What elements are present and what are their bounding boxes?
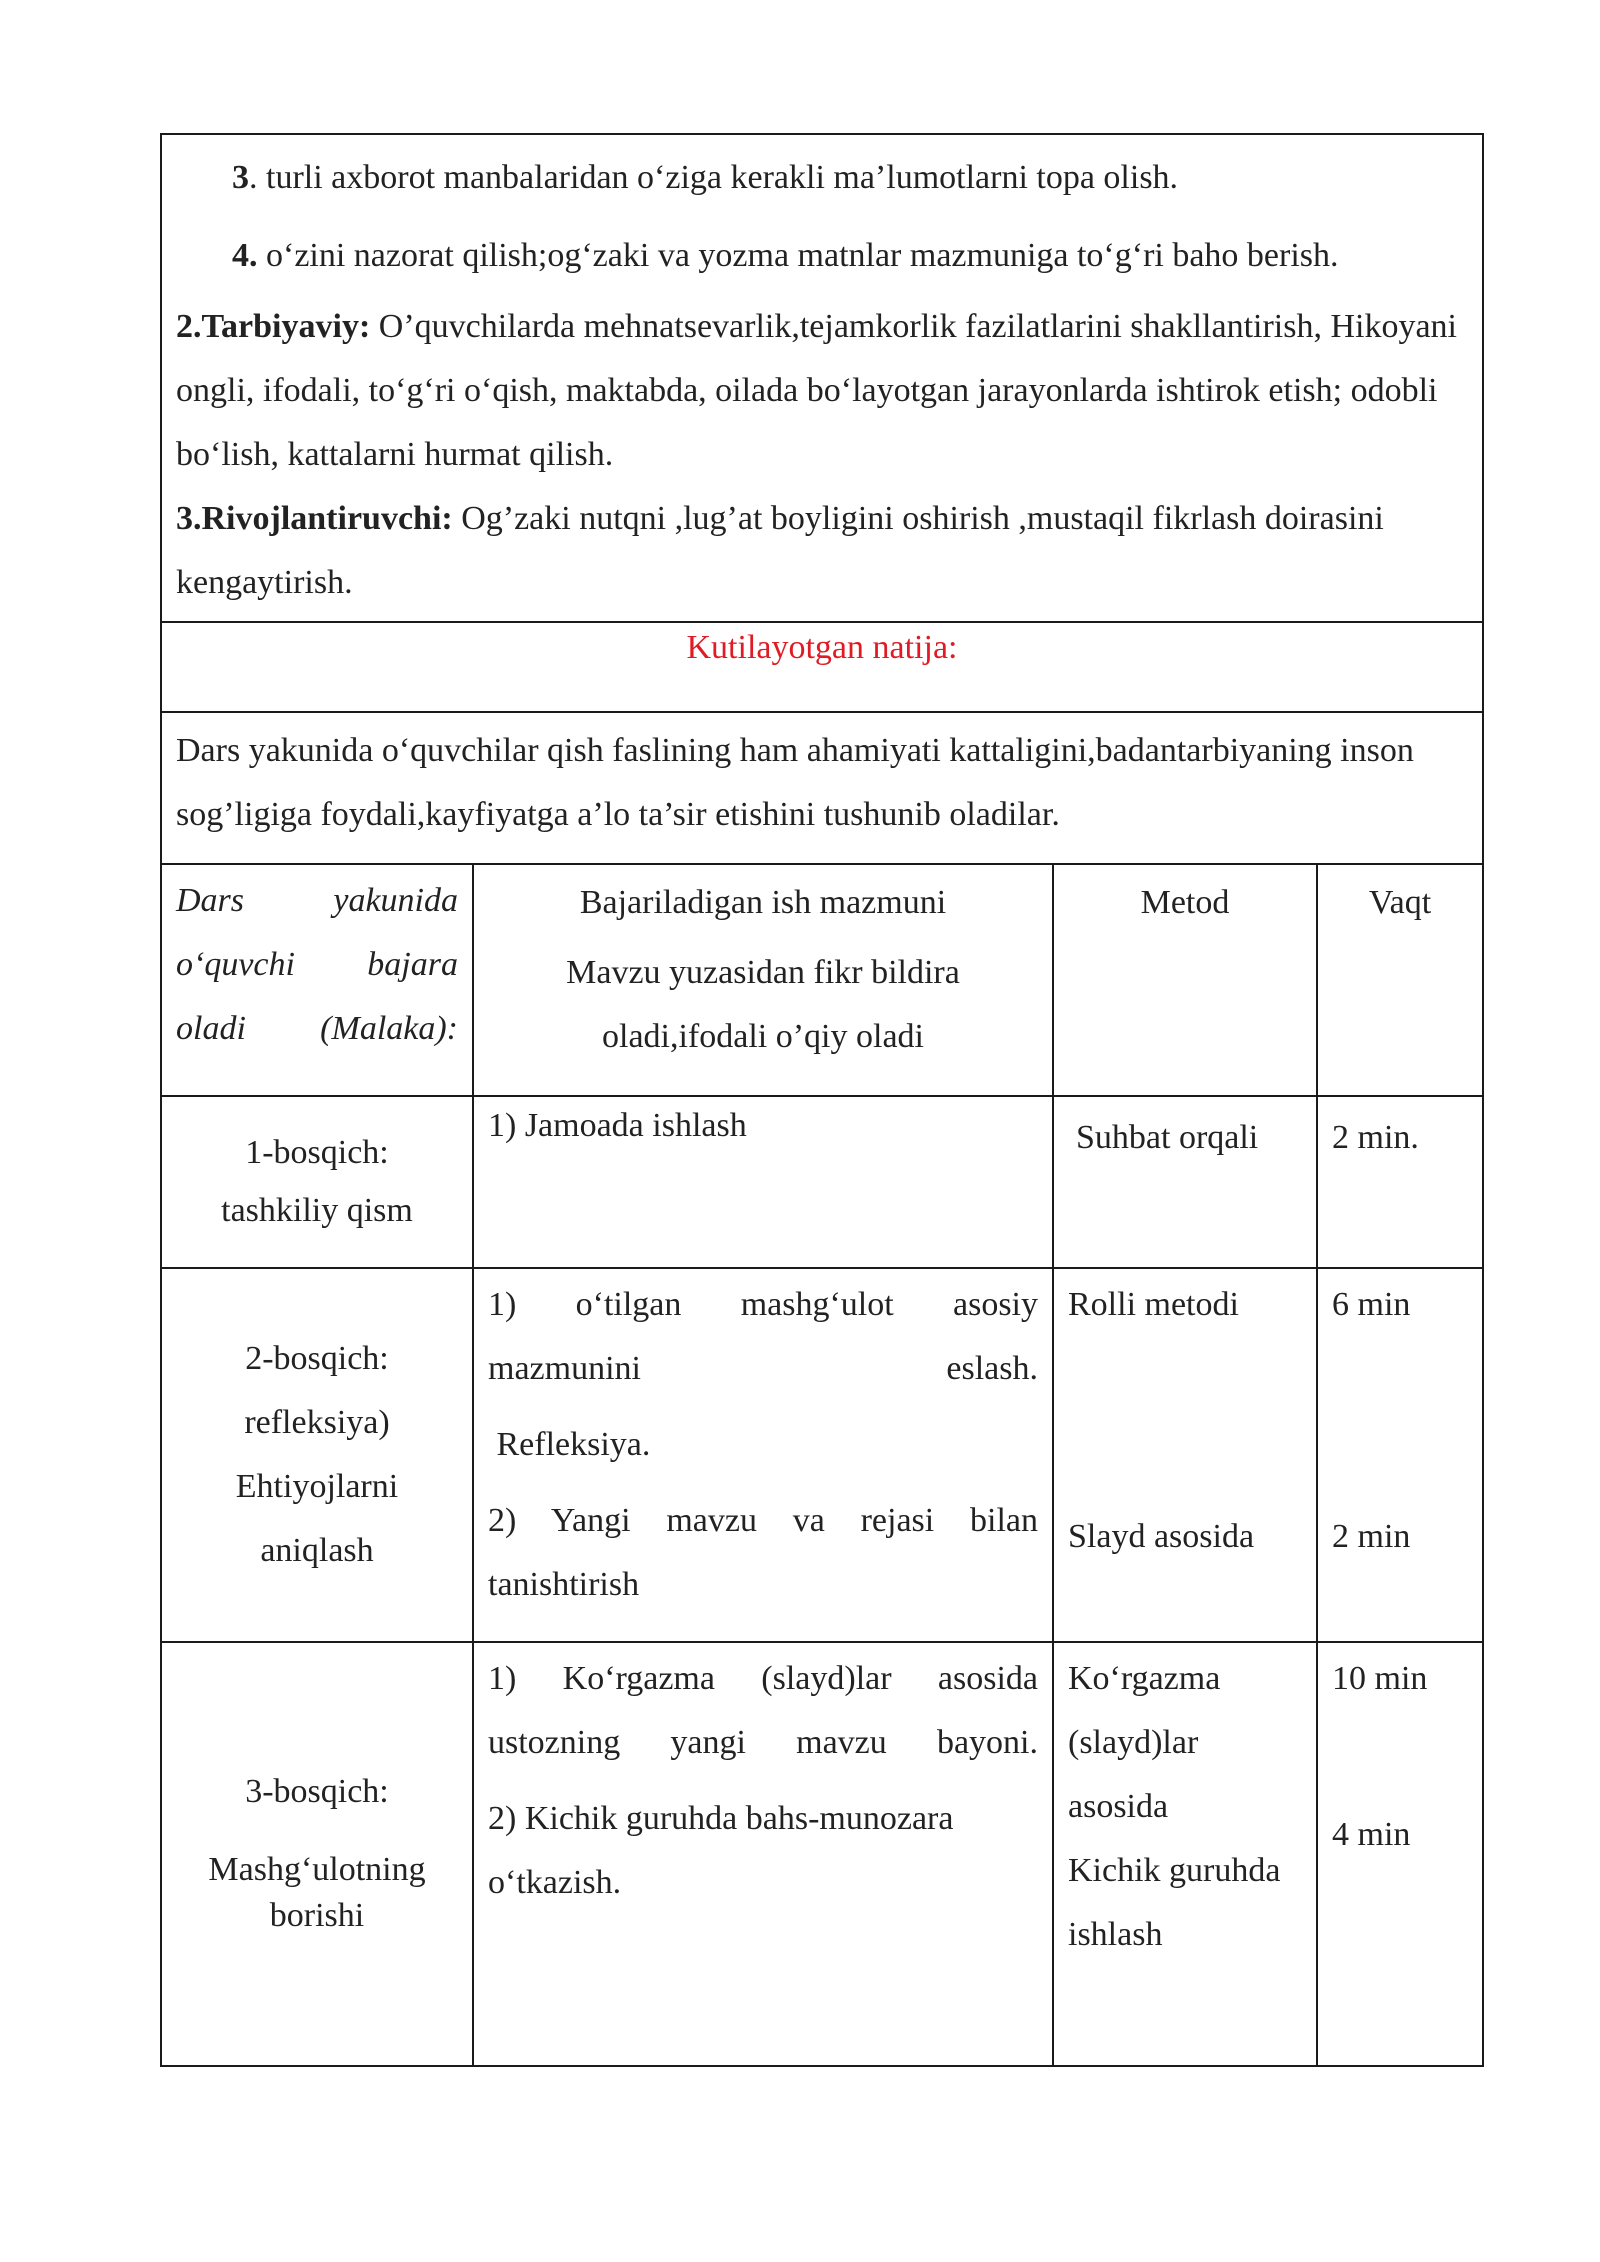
item-number: 4.: [232, 237, 258, 274]
result-heading-row: [161, 622, 1483, 712]
result-heading: Kutilayotgan natija:: [161, 622, 1483, 712]
stage-method-cell: [1053, 1096, 1317, 1268]
header-content-cell: [473, 864, 1053, 1096]
header-content-title: Bajariladigan ish mazmuni: [579, 884, 947, 921]
stage-time: 6 min: [1332, 1286, 1411, 1323]
result-text: Dars yakunida o‘quvchilar qish faslining ham ahamiyati kattaligini,badantarbiyaning inson sog’ligiga foydali,kayfiyatga a’lo ta’sir etishini tushunib oladilar.: [161, 712, 1483, 864]
header-method-title: Metod: [1140, 884, 1230, 921]
stage-content-cell: [473, 1268, 1053, 1642]
stage-name-cell: [161, 1268, 473, 1642]
stage-name-cell: [161, 1642, 473, 2066]
stage-time: 2 min: [1332, 1518, 1411, 1555]
stage-method: Suhbat orqali: [1076, 1119, 1259, 1156]
header-time-cell: [1317, 864, 1483, 1096]
tarbiyaviy-paragraph: 2.Tarbiyaviy: O’quvchilarda mehnatsevarlik,tejamkorlik fazilatlarini shakllantirish, Hikoyani ongli, ifodali, to‘g‘ri o‘qish, maktabda, oilada bo‘layotgan jarayonlarda ishtirok etish; odobli bo‘lish, kattalarni hurmat qilish.: [176, 308, 1458, 473]
lesson-plan-table: [160, 133, 1484, 2067]
stage-method: Slayd asosida: [1068, 1518, 1255, 1555]
header-content-subtitle: Mavzu yuzasidan fikr bildira oladi,ifodali o’qiy oladi: [566, 954, 960, 1055]
result-text-row: [161, 712, 1483, 864]
objective-item-4: 4. o‘zini nazorat qilish;og‘zaki va yozma matnlar mazmuniga to‘g‘ri baho berish.: [232, 237, 1339, 274]
stage-row-2: [161, 1268, 1483, 1642]
header-skill-text: Dars yakunida o‘quvchi bajara oladi (Malaka):: [176, 882, 458, 1047]
objectives-row: [161, 134, 1483, 622]
objective-item-3: 3. turli axborot manbalaridan o‘ziga kerakli ma’lumotlarni topa olish.: [232, 159, 1179, 196]
lesson-plan-page: [160, 133, 1482, 2067]
item-number: 3: [232, 159, 249, 196]
stage-time-cell: [1317, 1096, 1483, 1268]
columns-header-row: [161, 864, 1483, 1096]
stage-time: 10 min: [1332, 1660, 1428, 1697]
rivojlantiruvchi-paragraph: 3.Rivojlantiruvchi: Og’zaki nutqni ,lug’at boyligini oshirish ,mustaqil fikrlash doirasini kengaytirish.: [176, 500, 1384, 601]
stage-content-item: 1) Ko‘rgazma (slayd)lar asosida ustozning yangi mavzu bayoni.: [488, 1660, 1038, 1761]
stage-content-item: 1) o‘tilgan mashg‘ulot asosiy mazmunini eslash.: [488, 1286, 1038, 1387]
stage-content-cell: [473, 1642, 1053, 2066]
stage-method: Rolli metodi: [1068, 1286, 1239, 1323]
stage-name-cell: [161, 1096, 473, 1268]
stage-content-item: 2) Kichik guruhda bahs-munozara o‘tkazish.: [488, 1800, 954, 1901]
stage-subtitle: Mashg‘ulotning borishi: [208, 1851, 426, 1934]
stage-name: 2-bosqich:: [245, 1340, 389, 1377]
stage-subtitle: refleksiya) Ehtiyojlarni aniqlash: [235, 1404, 399, 1569]
header-time-title: Vaqt: [1368, 884, 1432, 921]
stage-time-cell: [1317, 1642, 1483, 2066]
header-skill-cell: [161, 864, 473, 1096]
stage-method-cell: [1053, 1642, 1317, 2066]
stage-content-item: 2) Yangi mavzu va rejasi bilan tanishtirish: [488, 1502, 1038, 1603]
stage-method: Ko‘rgazma (slayd)lar asosida: [1068, 1660, 1221, 1825]
stage-time-cell: [1317, 1268, 1483, 1642]
stage-content-item: 1) Jamoada ishlash: [488, 1107, 747, 1144]
stage-method-cell: [1053, 1268, 1317, 1642]
header-method-cell: [1053, 864, 1317, 1096]
stage-row-3: [161, 1642, 1483, 2066]
stage-time: 2 min.: [1332, 1119, 1419, 1156]
stage-row-1: [161, 1096, 1483, 1268]
stage-method: Kichik guruhda ishlash: [1068, 1852, 1281, 1953]
stage-content-item: Refleksiya.: [488, 1426, 651, 1463]
stage-name: 1-bosqich:: [245, 1134, 389, 1171]
stage-subtitle: tashkiliy qism: [221, 1192, 413, 1229]
tarbiyaviy-label: 2.Tarbiyaviy:: [176, 308, 371, 345]
stage-time: 4 min: [1332, 1816, 1411, 1853]
rivojlantiruvchi-label: 3.Rivojlantiruvchi:: [176, 500, 453, 537]
stage-name: 3-bosqich:: [245, 1773, 389, 1810]
stage-content-cell: [473, 1096, 1053, 1268]
objectives-cell: [161, 134, 1483, 622]
